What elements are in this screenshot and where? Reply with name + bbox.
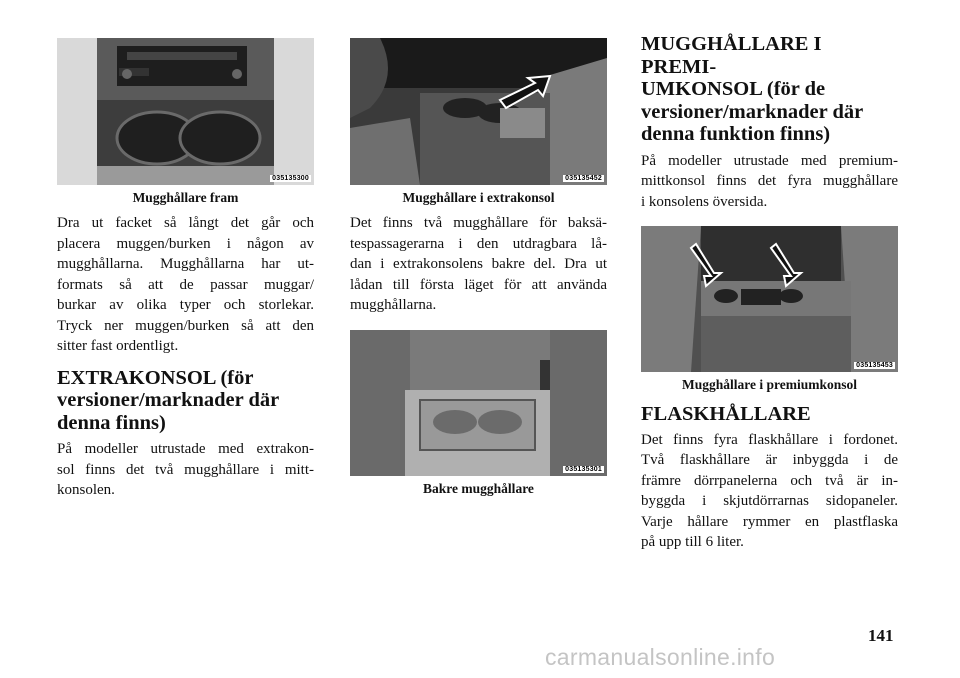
text-line: Varje hållare rymmer en plastflaska: [641, 513, 898, 530]
text-line: Det finns två mugghållare för baksä-: [350, 215, 607, 231]
photo-caption: Mugghållare i extrakonsol: [402, 190, 555, 205]
section-heading-extrakonsol: [57, 367, 314, 435]
heading-line: denna funktion finns): [641, 123, 831, 145]
text-line: sol finns det två mugghållare i mitt-: [57, 461, 314, 478]
heading-line: MUGGHÅLLARE I PREMI-: [641, 33, 822, 78]
text-line: tespassagerarna i den utdragbara lå-: [350, 235, 607, 252]
text-line: På modeller utrustade med premium-: [641, 152, 898, 169]
heading-line: EXTRAKONSOL (för: [57, 366, 254, 389]
rear-cupholder-photo: [350, 330, 607, 476]
text-line: formats så att de passar muggar/: [57, 276, 314, 293]
section-heading-flaskhallare: FLASKHÅLLARE: [641, 403, 811, 425]
premium-console-illustration: [641, 226, 898, 372]
extra-console-photo: [350, 38, 607, 185]
text-line: i konsolens översida.: [641, 193, 768, 210]
photo-caption: Mugghållare i premiumkonsol: [681, 377, 858, 392]
extra-console-illustration: [350, 38, 607, 185]
text-line: Tryck ner muggen/burken så att den: [57, 317, 314, 334]
text-line: dan i extrakonsolens bakre del. Dra ut: [350, 256, 607, 272]
paragraph-rear-cupholders: [350, 213, 607, 316]
heading-line: denna finns): [57, 411, 166, 434]
photo-code: 035135300: [272, 175, 309, 182]
text-line: burkar av olika typer och storlekar.: [57, 297, 314, 313]
text-line: konsolen.: [57, 482, 115, 498]
paragraph-front-cupholder: [57, 213, 314, 357]
rear-cupholder-illustration: [350, 330, 607, 476]
text-line: lådan till första läget för att använda: [350, 276, 607, 293]
paragraph-premium-console: [641, 151, 898, 213]
watermark: carmanualsonline.info: [545, 644, 776, 670]
column-left: [57, 38, 314, 501]
photo-caption: Bakre mugghållare: [423, 480, 534, 496]
front-cupholder-illustration: [57, 38, 314, 185]
photo-caption: Mugghållare fram: [132, 190, 239, 205]
page-number: 141: [868, 626, 894, 645]
text-line: på upp till 6 liter.: [641, 534, 744, 550]
text-line: byggda i skjutdörrarnas sidopaneler.: [641, 493, 898, 509]
text-line: Dra ut facket så långt det går och: [57, 215, 314, 231]
text-line: På modeller utrustade med extrakon-: [57, 441, 314, 457]
photo-code: 035135301: [565, 465, 602, 473]
text-line: mugghållarna. Mugghållarna har ut-: [57, 256, 314, 272]
heading-line: UMKONSOL (för de: [641, 78, 826, 100]
premium-console-photo: [641, 226, 898, 372]
text-line: mugghållarna.: [350, 297, 437, 313]
column-middle: [350, 38, 607, 497]
photo-code: 035135452: [565, 175, 602, 182]
text-line: Två flaskhållare är inbyggda i de: [641, 452, 898, 468]
section-heading-premium-console: [641, 33, 898, 146]
text-line: Det finns fyra flaskhållare i fordonet.: [641, 431, 898, 448]
text-line: placera muggen/burken i någon av: [57, 235, 314, 252]
text-line: mittkonsol finns det fyra mugghållare: [641, 173, 898, 189]
column-right: [641, 33, 898, 553]
front-cupholder-photo: [57, 38, 314, 185]
photo-code: 035135453: [856, 362, 893, 369]
paragraph-bottle-holders: [641, 430, 898, 553]
text-line: främre dörrpanelerna och två är in-: [641, 472, 898, 489]
text-line: sitter fast ordentligt.: [57, 338, 179, 354]
heading-line: versioner/marknader där: [641, 100, 864, 123]
paragraph-extrakonsol: [57, 439, 314, 501]
heading-line: versioner/marknader där: [57, 389, 280, 411]
